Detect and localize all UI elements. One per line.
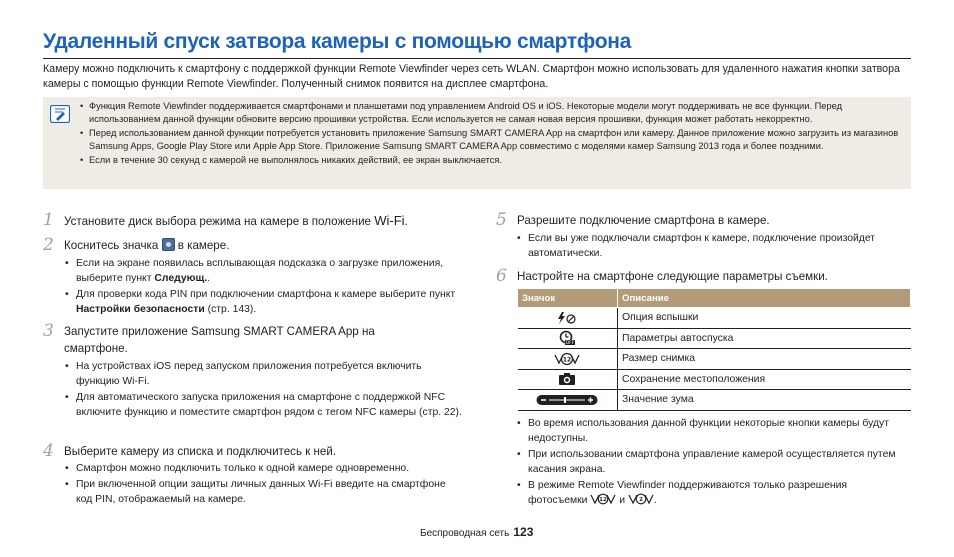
step-6-text: Настройте на смартфоне следующие параметры съемки. [517,270,828,283]
table-row [518,308,911,329]
step-number: 5 [496,210,507,230]
svg-text:OFF: OFF [565,341,575,347]
zoom-bar-icon [536,394,598,406]
list-item: • Во время использования данной функции некоторые кнопки камеры будут недоступны. [528,416,898,446]
svg-text:12: 12 [599,497,608,504]
page-footer [420,525,533,539]
footer-section: Беспроводная сеть [420,528,510,539]
step-2-text [64,237,229,254]
step-3-bullets [76,359,464,421]
step-1-text [64,212,408,230]
list-item: • На устройствах iOS перед запуском приложения потребуется включить функцию Wi-Fi. [76,359,464,389]
column-header-icon: Значок [518,289,618,308]
note-box [43,97,911,189]
wifi-mode-label: Wi-Fi [374,213,405,228]
after-table-notes [528,416,898,509]
list-item: • Если на экране появилась всплывающая подсказка о загрузке приложения, выберите пункт Следующ.. [76,256,461,286]
step-5-bullets [528,231,913,262]
step-text: . [404,215,408,228]
step-3-text: Запустите приложение Samsung SMART CAMERA App на смартфоне. [64,325,375,355]
list-item: • При включенной опции защиты личных данных Wi-Fi введите на смартфоне код PIN, отображаемый на камере. [76,477,461,507]
remote-viewfinder-icon [162,238,175,251]
step-number: 6 [496,266,507,286]
step-number: 4 [43,441,54,461]
table-row [518,390,911,411]
step-number: 3 [43,321,54,341]
table-cell-desc: Значение зума [618,390,911,411]
note-item: • Если в течение 30 секунд с камерой не выполнялось никаких действий, ее экран выключается. [89,154,907,167]
table-header-row [518,289,911,308]
step-4-bullets [76,461,461,508]
list-item: • В режиме Remote Viewfinder поддерживаются только разрешения фотосъемки 12 и 2 . [528,478,898,508]
table-cell-desc: Опция вспышки [618,308,911,329]
column-header-description: Описание [618,289,911,308]
table-row [518,328,911,349]
table-cell-desc: Размер снимка [618,349,911,370]
table-cell-desc: Параметры автоспуска [618,328,911,349]
step-5-text: Разрешите подключение смартфона в камере. [517,214,770,227]
svg-text:2: 2 [639,497,643,504]
list-item: • Для автоматического запуска приложения на смартфоне с поддержкой NFC включите функцию и поместите смартфон рядом с тегом NFC камеры (стр. 22). [76,390,464,420]
intro-paragraph: Камеру можно подключить к смартфону с поддержкой функции Remote Viewfinder через сеть WLAN. Смартфон можно использовать для удаленного нажатия кнопки затвора камеры с помощью функции Remote Viewfinder. Полученный снимок появится на дисплее смартфона. [43,63,900,90]
step-text: Установите диск выбора режима на камере в положение [64,215,375,228]
table-row [518,369,911,390]
camera-location-icon [558,372,576,386]
step-number: 1 [43,210,54,230]
step-2-bullets [76,256,461,318]
step-text: Коснитесь значка [64,239,162,252]
page-number: 123 [513,525,534,539]
table-row [518,349,911,370]
photo-size-12m-icon [554,352,580,366]
note-pencil-icon [50,105,70,123]
list-item: • Для проверки кода PIN при подключении смартфона к камере выберите пункт Настройки безопасности (стр. 143). [76,287,461,317]
svg-text:12: 12 [563,356,572,364]
list-item: • Если вы уже подключали смартфон к камере, подключение произойдет автоматически. [528,231,913,261]
step-4-text: Выберите камеру из списка и подключитесь к ней. [64,445,337,458]
settings-table [517,288,911,411]
title-divider [43,58,911,59]
step-text: в камере. [174,239,230,252]
flash-off-icon [556,311,578,325]
photo-size-2m-icon [628,493,654,505]
timer-off-icon [558,330,576,346]
photo-size-12m-icon [590,493,616,505]
list-item: • При использовании смартфона управление камерой осуществляется путем касания экрана. [528,447,898,477]
list-item: • Смартфон можно подключить только к одной камере одновременно. [76,461,461,476]
note-item: • Перед использованием данной функции потребуется установить приложение Samsung SMART CAMERA App на смартфон или камеру. Данное приложение можно загрузить из магазинов Samsung Apps, Google Play Store или Apple App Store. Приложение Samsung SMART CAMERA App совместимо с моделями камер Samsung 2013 года и более поздними. [89,127,907,153]
note-list [89,100,907,167]
note-item: • Функция Remote Viewfinder поддерживается смартфонами и планшетами под управлением Android OS и iOS. Некоторые модели могут поддерживать не все функции. Перед использованием данной функции обновите версию прошивки устройства. Если используется не самая новая версия прошивки, функция может работать некорректно. [89,100,907,126]
page-title: Удаленный спуск затвора камеры с помощью смартфона [43,30,631,53]
table-cell-desc: Сохранение местоположения [618,369,911,390]
step-number: 2 [43,235,54,255]
